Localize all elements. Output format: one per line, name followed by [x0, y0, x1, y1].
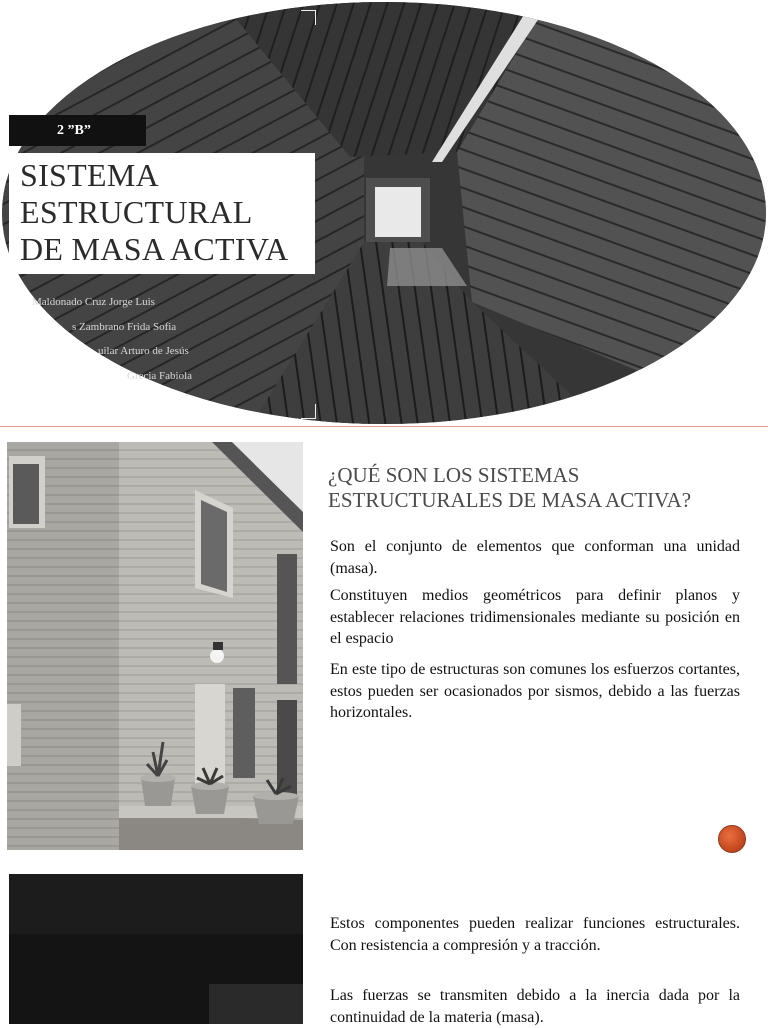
frame-corner — [301, 404, 316, 419]
author-name: Maldonado Cruz Jorge Luis — [32, 296, 155, 308]
paragraph: Estos componentes pueden realizar funciones estructurales. Con resistencia a compresión y a tracción. — [330, 915, 740, 954]
paragraph: Constituyen medios geométricos para definir planos y establecer relaciones tridimensionales mediante su posición en el espacio — [330, 587, 740, 647]
paragraph: Las fuerzas se transmiten debido a la inercia dada por la continuidad de la materia (masa). — [330, 987, 740, 1026]
title-line: ESTRUCTURAL — [20, 194, 253, 230]
title-slide — [0, 0, 768, 425]
paragraph: Son el conjunto de elementos que conforman una unidad (masa). — [330, 538, 740, 577]
frame-corner — [301, 10, 316, 25]
group-label: 2 ”B” — [9, 115, 146, 146]
title-line: SISTEMA — [20, 157, 160, 193]
paragraph: En este tipo de estructuras son comunes los esfuerzos cortantes, estos pueden ser ocasionados por sismos, debido a las fuerzas horizontales. — [330, 661, 740, 721]
author-name: uilar Arturo de Jesús — [98, 345, 189, 357]
heading-line: ¿QUÉ SON LOS SISTEMAS — [328, 463, 580, 487]
author-list — [22, 290, 192, 388]
title-box — [9, 153, 315, 274]
content-slide — [0, 427, 768, 857]
dark-photo — [9, 874, 303, 1024]
content-slide-2 — [0, 857, 768, 1024]
author-name: s Zambrano Frida Sofia — [72, 320, 177, 333]
author-name: Grecia Fabiola — [127, 369, 193, 382]
slide-heading — [328, 463, 748, 513]
title-line: DE MASA ACTIVA — [20, 231, 289, 267]
heading-line: ESTRUCTURALES DE MASA ACTIVA? — [328, 488, 692, 512]
house-photo — [7, 442, 303, 850]
next-slide-button[interactable] — [718, 825, 746, 853]
